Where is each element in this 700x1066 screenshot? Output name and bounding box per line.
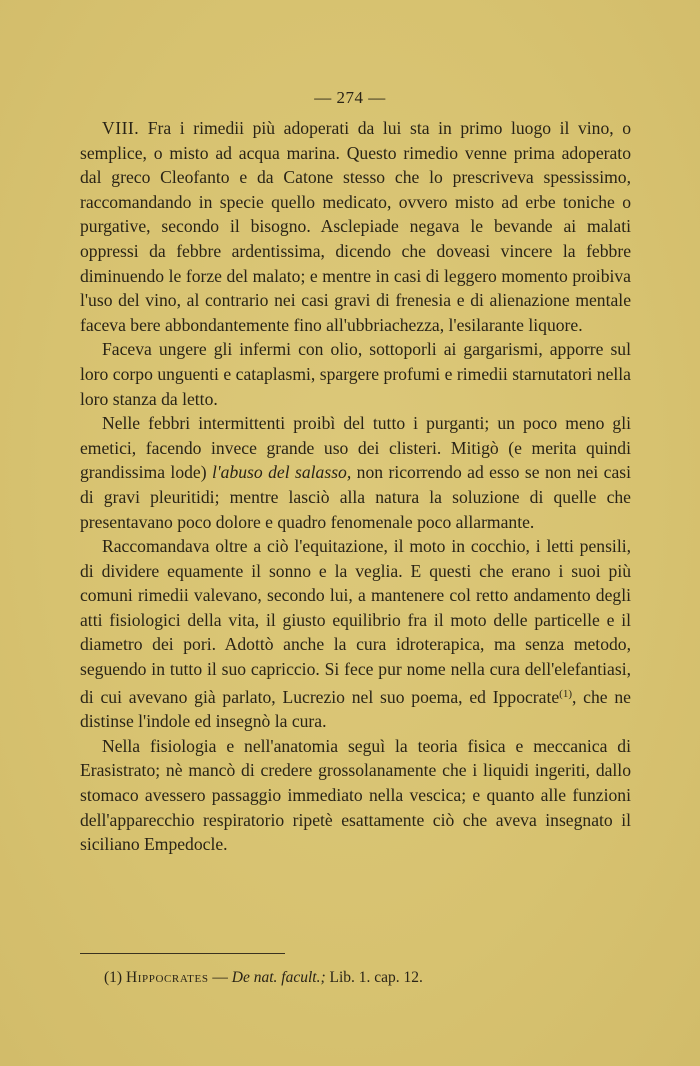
paragraph-1-text: Fra i rimedii più adoperati da lui sta in primo luogo il vino, o semplice, o misto ad acqua marina. Questo rimedio venne prima adoperato dal greco Cleofanto e da Catone stesso che lo prescriveva spessissimo, raccomandando in specie quello medicato, ovvero misto ad erbe toniche o purgative, secondo il bisogno. Asclepiade negava le bevande ai malati oppressi da febbre ardentissima, dicendo che doveasi vincere la febbre diminuendo le forze del malato; e mentre in casi di leggero momento proibiva l'uso del vino, al contrario nei casi gravi di frenesia e di alienazione mentale faceva bere abbondantemente fino all'ubbriachezza, l'esilarante liquore. bbox=[80, 118, 631, 335]
paragraph-5: Nella fisiologia e nell'anatomia seguì la teoria fisica e meccanica di Erasistrato; nè mancò di credere grossolanamente che i liquidi ingeriti, dallo stomaco avessero passaggio immediato nella vescica; e quanto alle funzioni dell'apparecchio respiratorio ripetè esattamente ciò che aveva insegnato il siciliano Empedocle. bbox=[80, 735, 631, 855]
paragraph-2: Faceva ungere gli infermi con olio, sottoporli ai gargarismi, apporre sul loro corpo unguenti e cataplasmi, spargere profumi e rimedii starnutatori nella loro stanza da letto. bbox=[80, 339, 631, 409]
page-number: — 274 — bbox=[314, 88, 386, 107]
paragraph-4-text-b: , che ne distinse l'indole ed insegnò la cura. bbox=[80, 686, 631, 732]
footnote bbox=[104, 968, 604, 988]
paragraph-4-text-a: Raccomandava oltre a ciò l'equitazione, il moto in cocchio, i letti pensili, di dividere equamente il sonno e la veglia. E questi che erano i suoi più comuni rimedii valevano, secondo lui, a mantenere col retto andamento degli atti fisiologici della vita, il giusto equilibrio fra il moto delle particelle e il diametro dei pori. Adottò anche la cura idroterapica, ma senza metodo, seguendo in tutto il suo capriccio. Si fece pur nome nella cura dell'elefantiasi, di cui avevano già parlato, Lucrezio nel suo poema, ed Ippocrate bbox=[80, 536, 631, 707]
section-numeral: VIII. bbox=[102, 118, 140, 138]
paragraph-3 bbox=[80, 411, 631, 534]
paragraph-4 bbox=[80, 534, 631, 734]
paragraph-3-text-b: non ricorrendo ad esso se non nei casi di gravi pleuritidi; mentre lasciò alla natura la soluzione di quelle che presentavano poco dolore e quadro fenomenale poco allarmante. bbox=[80, 462, 632, 532]
body-text bbox=[80, 116, 631, 857]
footnote-author: Hippocrates bbox=[125, 969, 209, 986]
footnote-title: De nat. facult.; bbox=[231, 969, 326, 986]
footnote-reference[interactable]: (1) bbox=[559, 687, 572, 700]
footnote-number: (1) bbox=[104, 969, 123, 986]
paragraph-1 bbox=[80, 116, 631, 337]
italic-phrase: l'abuso del salasso, bbox=[212, 462, 352, 483]
footnote-dash: — bbox=[212, 969, 228, 986]
paragraph-3-text-a: Nelle febbri intermittenti proibì del tutto i purganti; un poco meno gli emetici, facendo invece grande uso dei clisteri. Mitigò (e merita quindi grandissima lode) bbox=[80, 413, 631, 483]
footnote-divider bbox=[80, 953, 285, 954]
footnote-reference-detail: Lib. 1. cap. 12. bbox=[329, 969, 423, 986]
